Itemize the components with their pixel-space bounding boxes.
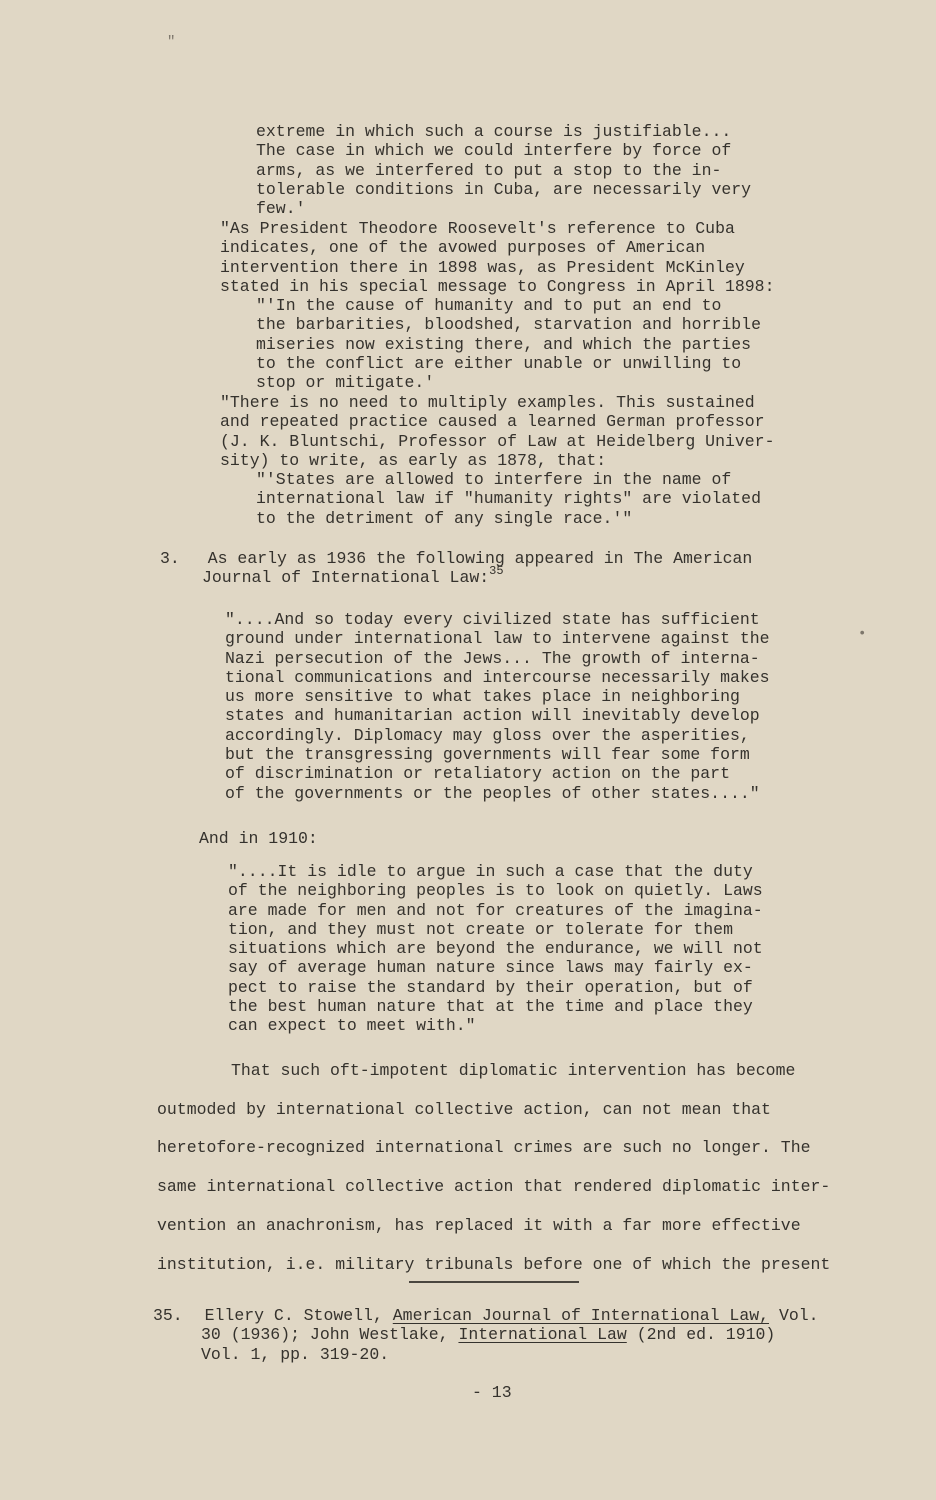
paragraph-mckinley — [220, 219, 775, 296]
quote-1910 — [228, 862, 763, 1036]
text-line: extreme in which such a course is justifiable... — [256, 122, 732, 141]
text-line: That such oft-impotent diplomatic intervention has become — [231, 1061, 796, 1080]
text-line: tion, and they must not create or tolerate for them — [228, 919, 733, 939]
footnote-text: 30 (1936); John Westlake, — [201, 1325, 449, 1345]
stray-mark: " — [167, 34, 176, 50]
text-line: international law if "humanity rights" are violated — [256, 489, 761, 509]
text-line: intervention there in 1898 was, as President McKinley — [220, 257, 745, 277]
footnote-35 — [153, 1306, 819, 1364]
text-line: few.' — [256, 199, 306, 219]
item-text: As early as 1936 the following appeared in The American — [207, 549, 753, 568]
text-line: of the governments or the peoples of other states...." — [225, 783, 760, 803]
text-line: "'States are allowed to interfere in the name of — [256, 470, 732, 489]
text-line: are made for men and not for creatures of the imagina- — [228, 900, 763, 920]
text-line: The case in which we could interfere by force of — [256, 141, 732, 161]
text-line: (J. K. Bluntschi, Professor of Law at Heidelberg Univer- — [220, 431, 775, 451]
text-line: arms, as we interfered to put a stop to the in- — [256, 160, 722, 180]
text-line: "....It is idle to argue in such a case that the duty — [228, 862, 753, 881]
text-line: but the transgressing governments will fear some form — [225, 745, 750, 765]
text-line: situations which are beyond the endurance, we will not — [228, 939, 763, 959]
text-line: us more sensitive to what takes place in neighboring — [225, 687, 740, 707]
text-line: stop or mitigate.' — [256, 373, 435, 393]
text-line: institution, i.e. military tribunals before one of which the present — [157, 1254, 831, 1274]
page-number: - 13 — [472, 1383, 512, 1402]
body-paragraph — [157, 1052, 830, 1284]
footnote-divider — [409, 1281, 579, 1283]
footnote-number: 35. — [153, 1306, 183, 1325]
text-line: states and humanitarian action will inevitably develop — [225, 706, 760, 726]
text-line: to the conflict are either unable or unwilling to — [256, 353, 742, 373]
text-line: indicates, one of the avowed purposes of American — [220, 238, 706, 258]
text-line: stated in his special message to Congress in April 1898: — [220, 276, 775, 296]
footnote-journal-title: American Journal of International Law, — [392, 1306, 770, 1325]
text-line: tional communications and intercourse necessarily makes — [225, 667, 770, 687]
text-line: the best human nature that at the time and place they — [228, 997, 753, 1017]
text-line: ground under international law to intervene against the — [225, 629, 770, 649]
text-line: same international collective action that rendered diplomatic inter- — [157, 1177, 831, 1197]
footnote-volume: Vol. — [778, 1306, 819, 1325]
and-in-1910: And in 1910: — [199, 829, 318, 848]
text-line: vention an anachronism, has replaced it with a far more effective — [157, 1215, 801, 1235]
text-line: "'In the cause of humanity and to put an end to — [256, 296, 722, 315]
quote-mckinley — [256, 296, 761, 392]
text-line: accordingly. Diplomacy may gloss over the asperities, — [225, 725, 750, 745]
quote-1936 — [225, 610, 770, 803]
item-number: 3. — [160, 549, 180, 568]
footnote-reference: 35 — [489, 564, 504, 579]
text-line: tolerable conditions in Cuba, are necessarily very — [256, 179, 752, 199]
numbered-item-3 — [160, 549, 752, 590]
quote-roosevelt — [256, 122, 751, 218]
footnote-text: Vol. 1, pp. 319-20. — [201, 1344, 390, 1364]
text-line: "As President Theodore Roosevelt's reference to Cuba — [220, 219, 735, 238]
text-line: heretofore-recognized international crimes are such no longer. The — [157, 1138, 811, 1158]
stray-mark: • — [858, 626, 867, 642]
text-line: sity) to write, as early as 1878, that: — [220, 450, 607, 470]
quote-bluntschli — [256, 470, 761, 528]
text-line: pect to raise the standard by their operation, but of — [228, 977, 753, 997]
footnote-text: (2nd ed. 1910) — [636, 1325, 776, 1345]
paragraph-bluntschli — [220, 393, 775, 470]
text-line: "....And so today every civilized state has sufficient — [225, 610, 760, 629]
text-line: outmoded by international collective action, can not mean that — [157, 1099, 771, 1119]
item-text: Journal of International Law: — [202, 568, 490, 588]
footnote-author: Ellery C. Stowell, — [204, 1306, 383, 1325]
text-line: the barbarities, bloodshed, starvation and horrible — [256, 315, 761, 335]
text-line: of the neighboring peoples is to look on quietly. Laws — [228, 881, 763, 901]
text-line: miseries now existing there, and which the parties — [256, 334, 752, 354]
text-line: "There is no need to multiply examples. This sustained — [220, 393, 755, 412]
footnote-book-title: International Law — [458, 1325, 627, 1345]
text-line: can expect to meet with." — [228, 1016, 476, 1036]
text-line: say of average human nature since laws may fairly ex- — [228, 958, 753, 978]
text-line: Nazi persecution of the Jews... The growth of interna- — [225, 648, 760, 668]
text-line: of discrimination or retaliatory action on the part — [225, 764, 730, 784]
text-line: and repeated practice caused a learned German professor — [220, 412, 765, 432]
text-line: to the detriment of any single race.'" — [256, 508, 633, 528]
